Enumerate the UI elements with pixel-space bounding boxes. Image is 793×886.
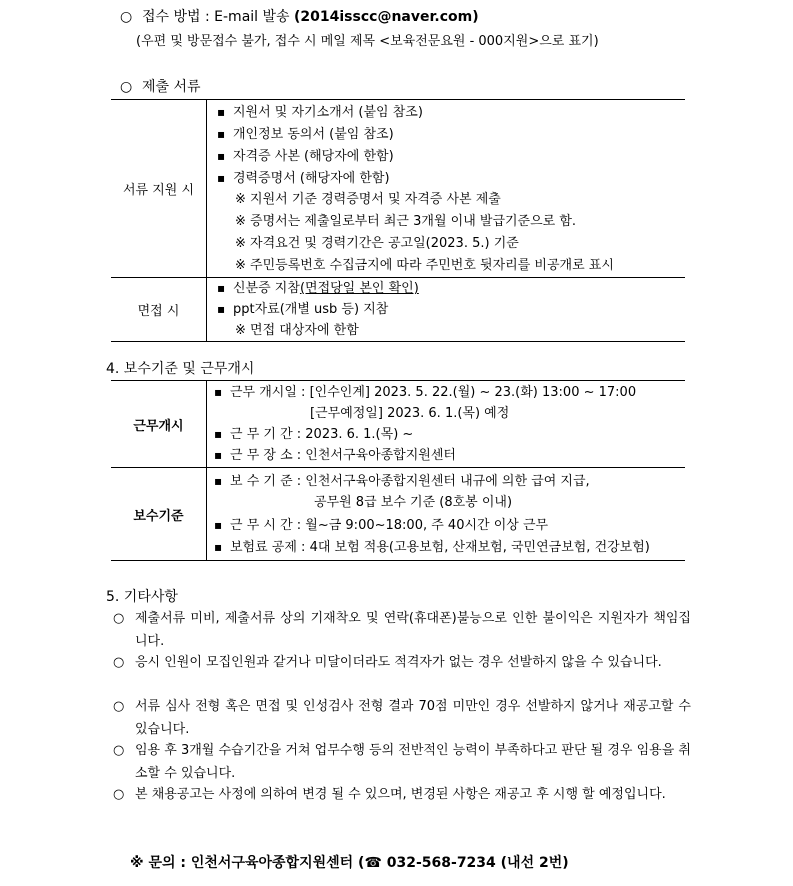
pay-line: ▪ 보험료 공제 : 4대 보험 적용(고용보험, 산재보험, 국민연금보험, 건강보험) <box>214 536 685 558</box>
documents-note: ※ 증명서는 제출일로부터 최근 3개월 이내 발급기준으로 함. <box>235 214 577 229</box>
circle-bullet-icon: ○ <box>113 743 125 758</box>
pay-line: ▪ 보 수 기 준 : 인천서구육아종합지원센터 내규에 의한 급여 지급, <box>214 470 685 492</box>
etc-item-text: 본 채용공고는 사정에 의하여 변경 될 수 있으며, 변경된 사항은 재공고 후 시행 할 예정입니다. <box>135 787 666 802</box>
receipt-method-note: (우편 및 방문접수 불가, 접수 시 메일 제목 <보육전문요원 - 000지원>으로 표기) <box>136 34 599 49</box>
documents-title: 제출 서류 <box>142 79 201 95</box>
pay-row-content <box>207 468 686 561</box>
documents-title-line <box>120 76 201 96</box>
circle-bullet-icon: ○ <box>113 787 125 802</box>
documents-item: ▪ ppt자료(개별 usb 등) 지참 <box>217 299 685 320</box>
receipt-method-line <box>120 6 479 26</box>
circle-bullet-icon: ○ <box>120 79 133 95</box>
id-card-underlined: (면접당일 본인 확인) <box>299 281 419 296</box>
documents-note: ※ 주민등록번호 수집금지에 따라 주민번호 뒷자리를 비공개로 표시 <box>235 258 614 273</box>
etc-item-text: 임용 후 3개월 수습기간을 거쳐 업무수행 등의 전반적인 능력이 부족하다고 판단 될 경우 임용을 취소할 수 있습니다. <box>135 743 691 781</box>
circle-bullet-icon: ○ <box>113 699 125 714</box>
receipt-email: (2014isscc@naver.com) <box>294 9 479 25</box>
documents-item: ▪ 개인정보 동의서 (붙임 참조) <box>217 123 685 145</box>
documents-row-label: 면접 시 <box>111 278 207 342</box>
documents-table <box>111 99 685 342</box>
etc-item <box>113 651 691 674</box>
pay-line: 공무원 8급 보수 기준 (8호봉 이내) <box>314 495 513 510</box>
pay-line: ▪ 근 무 시 간 : 월~금 9:00~18:00, 주 40시간 이상 근무 <box>214 514 685 536</box>
documents-note: ※ 면접 대상자에 한함 <box>235 323 359 338</box>
pay-row-label: 근무개시 <box>111 381 207 468</box>
id-card-text: 신분증 지참 <box>233 281 300 296</box>
documents-row-content <box>207 100 686 278</box>
pay-heading: 4. 보수기준 및 근무개시 <box>106 361 255 377</box>
pay-row-label: 보수기준 <box>111 468 207 561</box>
pay-line: ▪ 근무 개시일 : [인수인계] 2023. 5. 22.(월) ~ 23.(화) 13:00 ~ 17:00 <box>214 382 685 403</box>
documents-note: ※ 자격요건 및 경력기간은 공고일(2023. 5.) 기준 <box>235 236 519 251</box>
contact-line: ※ 문의 : 인천서구육아종합지원센터 (☎ 032-568-7234 (내선 2번) <box>130 855 569 871</box>
pay-table <box>111 380 685 561</box>
circle-bullet-icon: ○ <box>113 655 125 670</box>
circle-bullet-icon: ○ <box>120 9 133 25</box>
documents-item <box>217 278 685 299</box>
etc-item-text: 응시 인원이 모집인원과 같거나 미달이더라도 적격자가 없는 경우 선발하지 않을 수 있습니다. <box>135 655 662 670</box>
pay-line: [근무예정일] 2023. 6. 1.(목) 예정 <box>310 406 510 421</box>
pay-row-content <box>207 381 686 468</box>
documents-item: ▪ 자격증 사본 (해당자에 한함) <box>217 145 685 167</box>
etc-item <box>113 607 691 653</box>
etc-heading: 5. 기타사항 <box>106 589 178 605</box>
etc-item <box>113 695 691 741</box>
etc-item-text: 제출서류 미비, 제출서류 상의 기재착오 및 연락(휴대폰)불능으로 인한 불이익은 지원자가 책임집니다. <box>135 611 691 649</box>
etc-item <box>113 783 691 806</box>
etc-item <box>113 739 691 785</box>
etc-item-text: 서류 심사 전형 혹은 면접 및 인성검사 전형 결과 70점 미만인 경우 선발하지 않거나 재공고할 수 있습니다. <box>135 699 691 737</box>
documents-note: ※ 지원서 기준 경력증명서 및 자격증 사본 제출 <box>235 192 501 207</box>
pay-line: ▪ 근 무 장 소 : 인천서구육아종합지원센터 <box>214 445 685 466</box>
documents-row-label: 서류 지원 시 <box>111 100 207 278</box>
pay-line: ▪ 근 무 기 간 : 2023. 6. 1.(목) ~ <box>214 424 685 445</box>
documents-item: ▪ 지원서 및 자기소개서 (붙임 참조) <box>217 101 685 123</box>
documents-item: ▪ 경력증명서 (해당자에 한함) <box>217 167 685 189</box>
receipt-method-label: 접수 방법 : E-mail 발송 <box>142 9 295 25</box>
documents-row-content <box>207 278 686 342</box>
circle-bullet-icon: ○ <box>113 611 125 626</box>
